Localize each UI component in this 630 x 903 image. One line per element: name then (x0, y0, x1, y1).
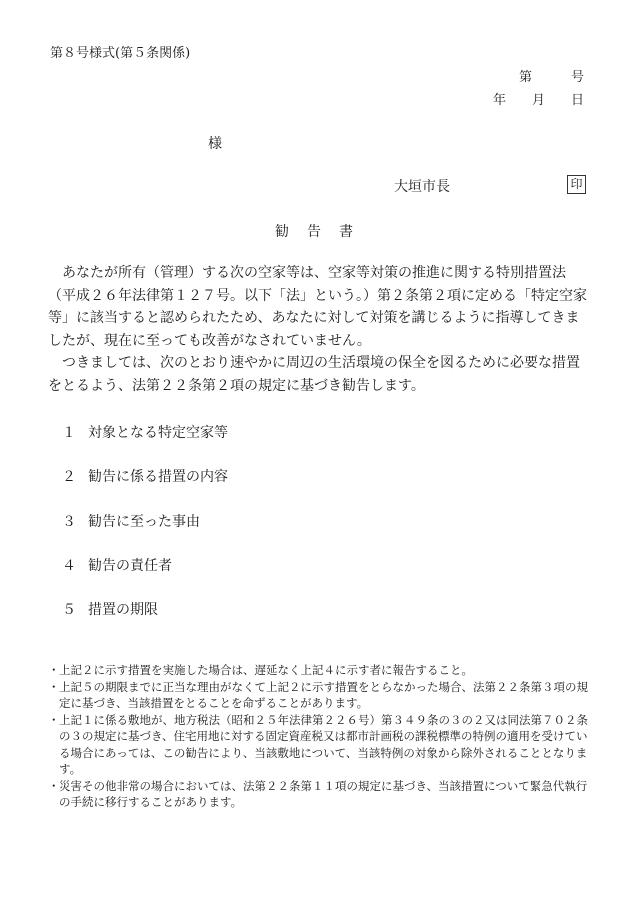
body-paragraph-2: つきましては、次のとおり速やかに周辺の生活環境の保全を図るために必要な措置をとるよう、法第２２条第２項の規定に基づき勧告します。 (48, 355, 580, 394)
item-label: 勧告に係る措置の内容 (88, 469, 228, 485)
note-text: 上記１に係る敷地が、地方税法（昭和２５年法律第２２６号）第３４９条の３の２又は同法第７０２条の３の規定に基づき、住宅用地に対する固定資産税又は都市計画税の課税標準の特例の適用を受けている場合にあっては、この勧告により、当該敷地について、当該特例の対象から除外されることとなります。 (59, 712, 588, 776)
note-text: 上記２に示す措置を実施した場合は、遅延なく上記４に示す者に報告すること。 (59, 663, 473, 677)
item-number: ２ (62, 469, 76, 485)
note-item (48, 679, 588, 712)
item-4 (62, 555, 172, 575)
item-1 (62, 422, 228, 442)
body-text (48, 262, 588, 397)
body-paragraph-1: あなたが所有（管理）する次の空家等は、空家等対策の推進に関する特別措置法（平成２６年法律第１２７号。以下「法」という。）第２条第２項に定める「特定空家等」に該当すると認められたため、あなたに対して対策を講じるように指導してきましたが、現在に至っても改善がなされていません。 (48, 265, 587, 349)
document-title: 勧 告 書 (275, 224, 355, 240)
note-text: 災害その他非常の場合においては、法第２２条第１１項の規定に基づき、当該措置について緊急代執行の手続に移行することがあります。 (59, 778, 588, 809)
item-3 (62, 511, 200, 531)
item-number: １ (62, 425, 76, 441)
item-2 (62, 466, 228, 486)
note-item (48, 712, 588, 778)
note-item (48, 778, 588, 811)
item-number: ３ (62, 514, 76, 530)
form-number: 第８号様式(第５条関係) (50, 46, 191, 61)
item-label: 対象となる特定空家等 (88, 425, 228, 441)
bullet-icon: ・ (48, 712, 60, 727)
document-number-line: 第 号 (518, 70, 584, 85)
issuer-name: 大垣市長 (394, 179, 450, 195)
item-5 (62, 599, 158, 619)
item-number: ５ (62, 602, 76, 618)
item-label: 勧告に至った事由 (88, 514, 200, 530)
bullet-icon: ・ (48, 663, 60, 677)
bullet-icon: ・ (48, 679, 60, 694)
note-item (48, 662, 588, 679)
bullet-icon: ・ (48, 778, 60, 793)
seal-mark: 印 (567, 175, 586, 194)
item-number: ４ (62, 558, 76, 574)
document-date-line: 年 月 日 (492, 93, 584, 108)
note-text: 上記５の期限までに正当な理由がなくて上記２に示す措置をとらなかった場合、法第２２条第３項の規定に基づき、当該措置をとることを命ずることがあります。 (59, 679, 588, 710)
item-label: 勧告の責任者 (88, 558, 172, 574)
notes-list (48, 662, 588, 811)
item-label: 措置の期限 (88, 602, 158, 618)
recipient-honorific: 様 (208, 136, 222, 152)
